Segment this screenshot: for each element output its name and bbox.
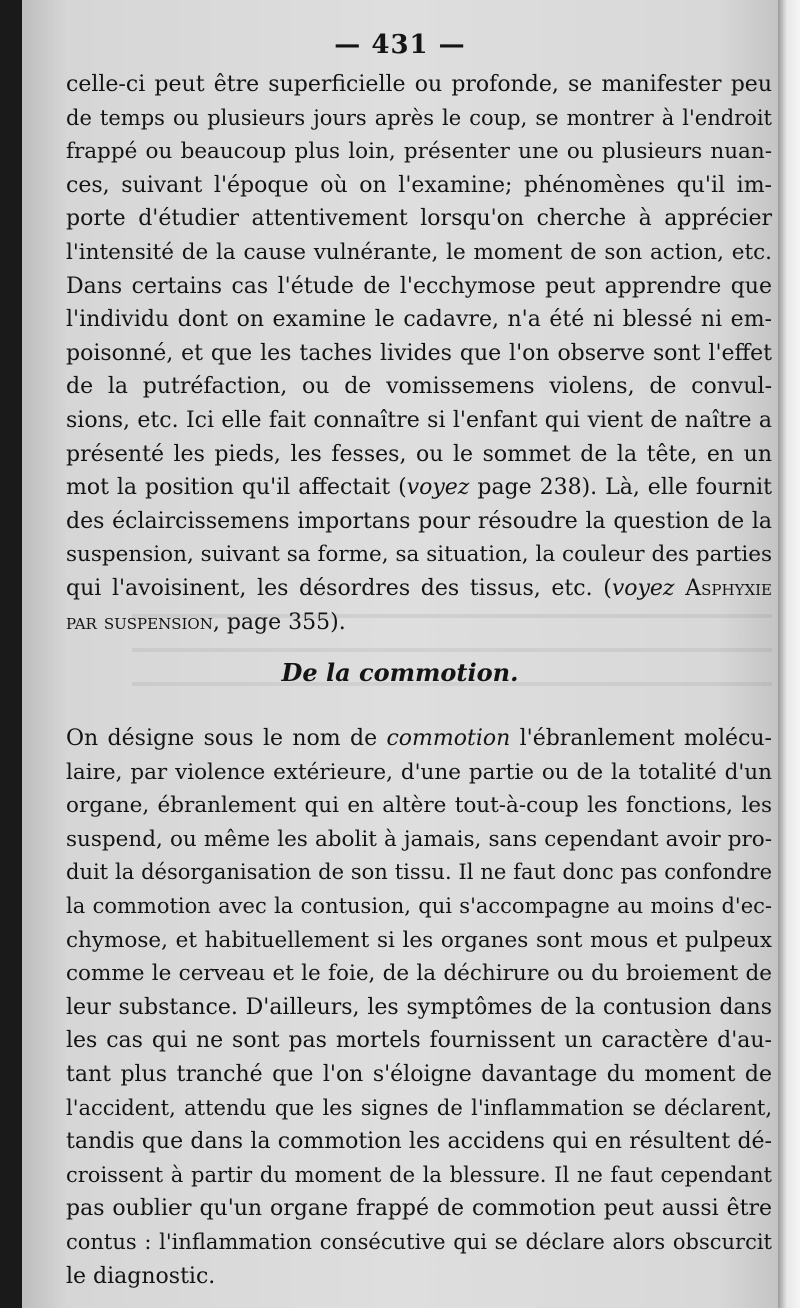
text-line: laire, par violence extérieure, d'une partie ou de la totalité d'un (66, 759, 772, 785)
italic-voyez: voyez (406, 475, 470, 501)
paragraph-ecchymose (66, 68, 772, 639)
text-line: comme le cerveau et le foie, de la déchirure ou du broiement de (66, 961, 772, 987)
text-line-last (66, 606, 772, 640)
text-run: l'ébranlement molécu- (510, 726, 772, 751)
text-line: suspend, ou même les abolit à jamais, sans cependant avoir pro- (66, 826, 772, 852)
text-line-with-reference (66, 572, 772, 606)
text-line: des éclaircissemens importans pour résoudre la question de la (66, 508, 772, 534)
text-line: frappé ou beaucoup plus loin, présenter une ou plusieurs nuan- (66, 139, 772, 165)
text-run: qui l'avoisinent, les désordres des tissus, etc. ( (66, 575, 612, 601)
text-line: contus : l'inflammation consécutive qui se déclare alors obscurcit (66, 1229, 772, 1254)
text-line: de la putréfaction, ou de vomissemens violens, de convul- (66, 374, 772, 400)
text-line: l'individu dont on examine le cadavre, n'a été ni blessé ni em- (66, 307, 772, 333)
text-line: chymose, et habituellement si les organes sont mous et pulpeux (66, 927, 772, 953)
text-line: les cas qui ne sont pas mortels fournissent un caractère d'au- (66, 1028, 772, 1054)
text-run: mot la position qu'il affectait ( (66, 475, 407, 501)
paragraph-commotion (66, 722, 772, 1293)
page-number: — 431 — (334, 30, 466, 60)
text-line-with-reference (66, 471, 772, 505)
text-line: Dans certains cas l'étude de l'ecchymose peut apprendre que (66, 273, 772, 299)
text-line: pas oublier qu'un organe frappé de commotion peut aussi être (66, 1196, 772, 1222)
text-line: ces, suivant l'époque où on l'examine; phénomènes qu'il im- (66, 172, 772, 198)
text-line: tant plus tranché que l'on s'éloigne davantage du moment de (66, 1061, 772, 1087)
text-line: celle-ci peut être superficielle ou profonde, se manifester peu (66, 72, 772, 97)
text-line: tandis que dans la commotion les accidens qui en résultent dé- (66, 1129, 772, 1155)
book-page (22, 0, 778, 1308)
text-run: On désigne sous le nom de (66, 726, 387, 751)
text-line: croissent à partir du moment de la blessure. Il ne faut cependant (66, 1162, 772, 1187)
text-line-with-term (66, 722, 772, 756)
text-run: page 355). (219, 609, 346, 635)
text-line: présenté les pieds, les fesses, ou le sommet de la tête, en un (66, 441, 772, 467)
text-line: organe, ébranlement qui en altère tout-à-coup les fonctions, les (66, 793, 772, 819)
text-line: duit la désorganisation de son tissu. Il ne faut donc pas confondre (66, 860, 772, 885)
text-line: leur substance. D'ailleurs, les symptômes de la contusion dans (66, 994, 772, 1020)
text-line-last: le diagnostic. (66, 1263, 216, 1289)
text-line: sions, etc. Ici elle fait connaître si l'enfant qui vient de naître a (66, 407, 772, 433)
small-caps-reference: par suspension, (66, 609, 220, 635)
text-run: page 238). Là, elle fournit (469, 475, 772, 501)
italic-term: commotion (386, 726, 511, 751)
section-heading: De la commotion. (281, 658, 519, 687)
text-line: la commotion avec la contusion, qui s'accompagne au moins d'ec- (66, 893, 772, 918)
text-line: porte d'étudier attentivement lorsqu'on cherche à apprécier (66, 206, 772, 232)
text-line: suspension, suivant sa forme, sa situation, la couleur des parties (66, 542, 772, 568)
adjacent-page-edge (778, 0, 800, 1308)
text-line: l'intensité de la cause vulnérante, le moment de son action, etc. (66, 239, 772, 265)
text-line: l'accident, attendu que les signes de l'inflammation se déclarent, (66, 1095, 772, 1120)
text-line: de temps ou plusieurs jours après le coup, se montrer à l'endroit (66, 105, 772, 130)
small-caps-reference: Asphyxie (685, 575, 772, 601)
text-line: poisonné, et que les taches livides que l'on observe sont l'effet (66, 340, 772, 366)
italic-voyez: voyez (611, 575, 675, 601)
